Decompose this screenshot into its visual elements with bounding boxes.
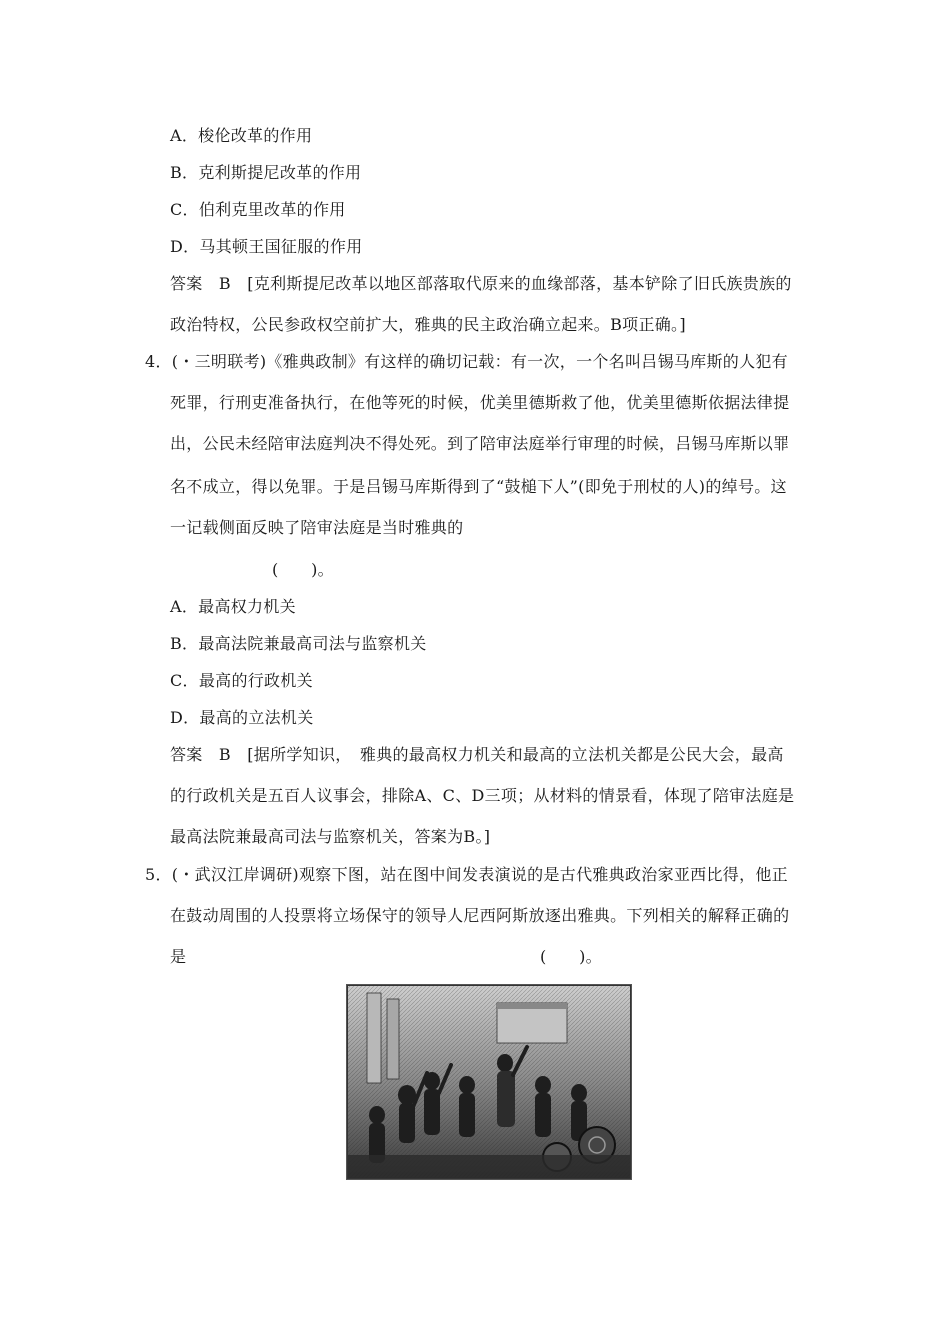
q4-answer-blank: ( )。: [272, 560, 334, 579]
q3-answer-line-1: 答案 B [克利斯提尼改革以地区部落取代原来的血缘部落，基本铲除了旧氏族贵族的: [170, 274, 792, 293]
q3-option-d: D．马其顿王国征服的作用: [170, 237, 363, 256]
q4-answer-line-3: 最高法院兼最高司法与监察机关，答案为B。]: [170, 827, 491, 846]
q5-stem-line-1: 5．(・武汉江岸调研)观察下图，站在图中间发表演说的是古代雅典政治家亚西比得，他正: [145, 865, 788, 884]
q4-option-d: D．最高的立法机关: [170, 708, 314, 727]
q4-answer-line-1: 答案 B [据所学知识， 雅典的最高权力机关和最高的立法机关都是公民大会，最高: [170, 745, 784, 764]
q4-answer-line-2: 的行政机关是五百人议事会，排除A、C、D三项；从材料的情景看，体现了陪审法庭是: [170, 786, 795, 805]
q3-answer-line-2: 政治特权，公民参政权空前扩大，雅典的民主政治确立起来。B项正确。]: [170, 315, 686, 334]
q4-option-b: B．最高法院兼最高司法与监察机关: [170, 634, 427, 653]
q4-option-c: C．最高的行政机关: [170, 671, 313, 690]
q5-stem-line-2: 在鼓动周围的人投票将立场保守的领导人尼西阿斯放逐出雅典。下列相关的解释正确的: [170, 906, 790, 925]
q4-option-a: A．最高权力机关: [170, 597, 296, 616]
q3-option-b: B．克利斯提尼改革的作用: [170, 163, 362, 182]
q5-answer-blank: ( )。: [540, 947, 602, 966]
q3-option-a: A．梭伦改革的作用: [170, 126, 313, 145]
q4-stem-line-1: 4．(・三明联考)《雅典政制》有这样的确切记载：有一次，一个名叫吕锡马库斯的人犯有: [145, 352, 788, 371]
q4-stem-line-2: 死罪，行刑吏准备执行，在他等死的时候，优美里德斯救了他，优美里德斯依据法律提: [170, 393, 790, 412]
q3-option-c: C．伯利克里改革的作用: [170, 200, 346, 219]
q4-stem-line-3: 出，公民未经陪审法庭判决不得处死。到了陪审法庭举行审理的时候，吕锡马库斯以罪: [170, 434, 790, 453]
engraving-illustration: [346, 984, 632, 1180]
q4-stem-line-4: 名不成立，得以免罪。于是吕锡马库斯得到了“鼓槌下人”(即免于刑杖的人)的绰号。这: [170, 477, 787, 496]
q4-stem-line-5: 一记载侧面反映了陪审法庭是当时雅典的: [170, 518, 464, 537]
engraving-scene: [347, 985, 631, 1179]
q5-stem-line-3: 是: [170, 947, 187, 966]
